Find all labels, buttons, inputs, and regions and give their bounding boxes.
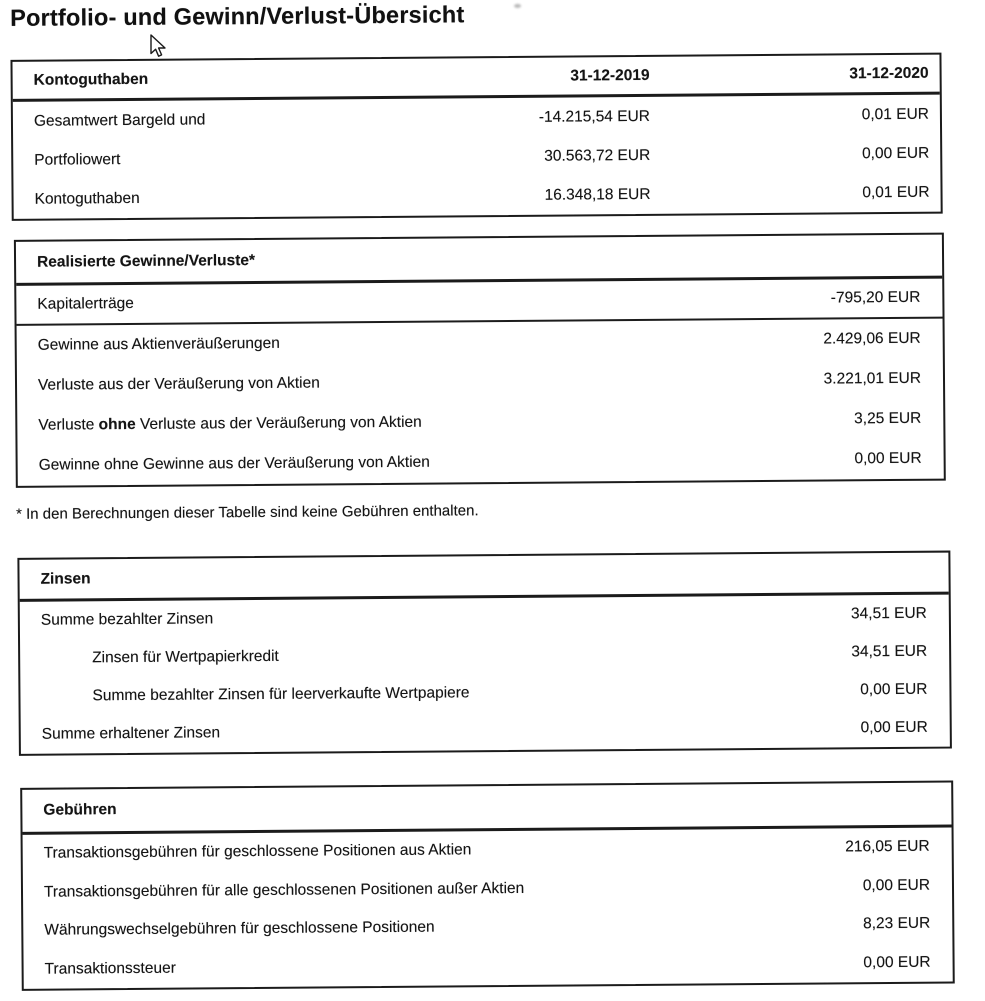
- row-label: Kapitalerträge: [37, 294, 134, 313]
- row-value: 34,51 EUR: [851, 642, 928, 661]
- row-label: Transaktionsgebühren für geschlossene Positionen aus Aktien: [43, 841, 472, 862]
- row-value: 8,23 EUR: [863, 914, 931, 933]
- row-label: Kontoguthaben: [34, 189, 140, 208]
- table-row: [18, 439, 944, 486]
- row-label: Verluste aus der Veräußerung von Aktien: [37, 374, 320, 394]
- table-row: [13, 173, 940, 219]
- row-label-part: Verluste: [38, 416, 99, 434]
- row-value: 34,51 EUR: [850, 604, 927, 623]
- row-label: Gewinne aus Aktienveräußerungen: [37, 334, 280, 354]
- row-value: -795,20 EUR: [830, 288, 921, 307]
- value-2019: 30.563,72 EUR: [544, 146, 651, 165]
- row-label: Gesamtwert Bargeld und: [33, 110, 206, 130]
- table-row: [23, 943, 952, 989]
- table-zinsen: [17, 551, 952, 756]
- table-zinsen-header-row: [19, 553, 948, 602]
- scan-speck: [514, 4, 521, 8]
- table-row: [21, 709, 950, 754]
- table-header-gebuehren: Gebühren: [43, 801, 117, 819]
- value-2019: 16.348,18 EUR: [544, 185, 651, 204]
- row-label: Transaktionsgebühren für alle geschlossenen Positionen außer Aktien: [43, 879, 525, 901]
- row-label: Gewinne ohne Gewinne aus der Veräußerung von Aktien: [38, 453, 430, 474]
- page-title: Portfolio- und Gewinn/Verlust-Übersicht: [10, 1, 465, 31]
- value-2020: 0,01 EUR: [862, 183, 930, 201]
- row-value: 2.429,06 EUR: [823, 329, 921, 348]
- table-realisierte-gewinne-verluste: [14, 233, 946, 488]
- row-label: [17, 410, 854, 435]
- row-value: 3.221,01 EUR: [823, 369, 922, 388]
- row-label-part: Verluste aus der Veräußerung von Aktien: [135, 413, 422, 433]
- table-header-kontoguthaben: Kontoguthaben: [33, 70, 149, 89]
- row-label: Währungswechselgebühren für geschlossene Positionen: [44, 918, 435, 939]
- value-2020: 0,00 EUR: [861, 144, 930, 162]
- row-value: 3,25 EUR: [854, 409, 922, 428]
- row-value: 0,00 EUR: [862, 876, 931, 895]
- table-gebuehren: [20, 781, 955, 991]
- table-gebuehren-header-row: [22, 783, 951, 835]
- table-footnote: * In den Berechnungen dieser Tabelle sind keine Gebühren enthalten.: [15, 502, 479, 523]
- row-label-bold-part: ohne: [98, 415, 136, 434]
- row-value: 0,00 EUR: [860, 680, 928, 699]
- row-value: 0,00 EUR: [860, 718, 928, 737]
- row-value: 0,00 EUR: [854, 449, 922, 468]
- row-label: Transaktionssteuer: [44, 959, 176, 978]
- table-header-realisierte: Realisierte Gewinne/Verluste*: [36, 251, 256, 271]
- table-realisierte-header-row: [16, 235, 942, 286]
- column-header-2020: 31-12-2020: [849, 64, 929, 82]
- mouse-cursor-icon: [148, 34, 170, 60]
- table-kontoguthaben: [10, 53, 942, 221]
- row-label: Portfoliowert: [34, 150, 121, 169]
- row-label-indented: Summe bezahlter Zinsen für leerverkaufte Wertpapiere: [92, 684, 470, 705]
- row-label: Summe bezahlter Zinsen: [40, 610, 214, 629]
- column-header-2019: 31-12-2019: [570, 66, 650, 85]
- value-2019: -14.215,54 EUR: [538, 107, 650, 126]
- row-value: 0,00 EUR: [863, 953, 931, 971]
- row-value: 216,05 EUR: [845, 837, 930, 856]
- value-2020: 0,01 EUR: [861, 105, 929, 123]
- row-label: Summe erhaltener Zinsen: [41, 724, 221, 743]
- table-header-zinsen: Zinsen: [40, 569, 91, 588]
- row-label-indented: Zinsen für Wertpapierkredit: [92, 647, 279, 667]
